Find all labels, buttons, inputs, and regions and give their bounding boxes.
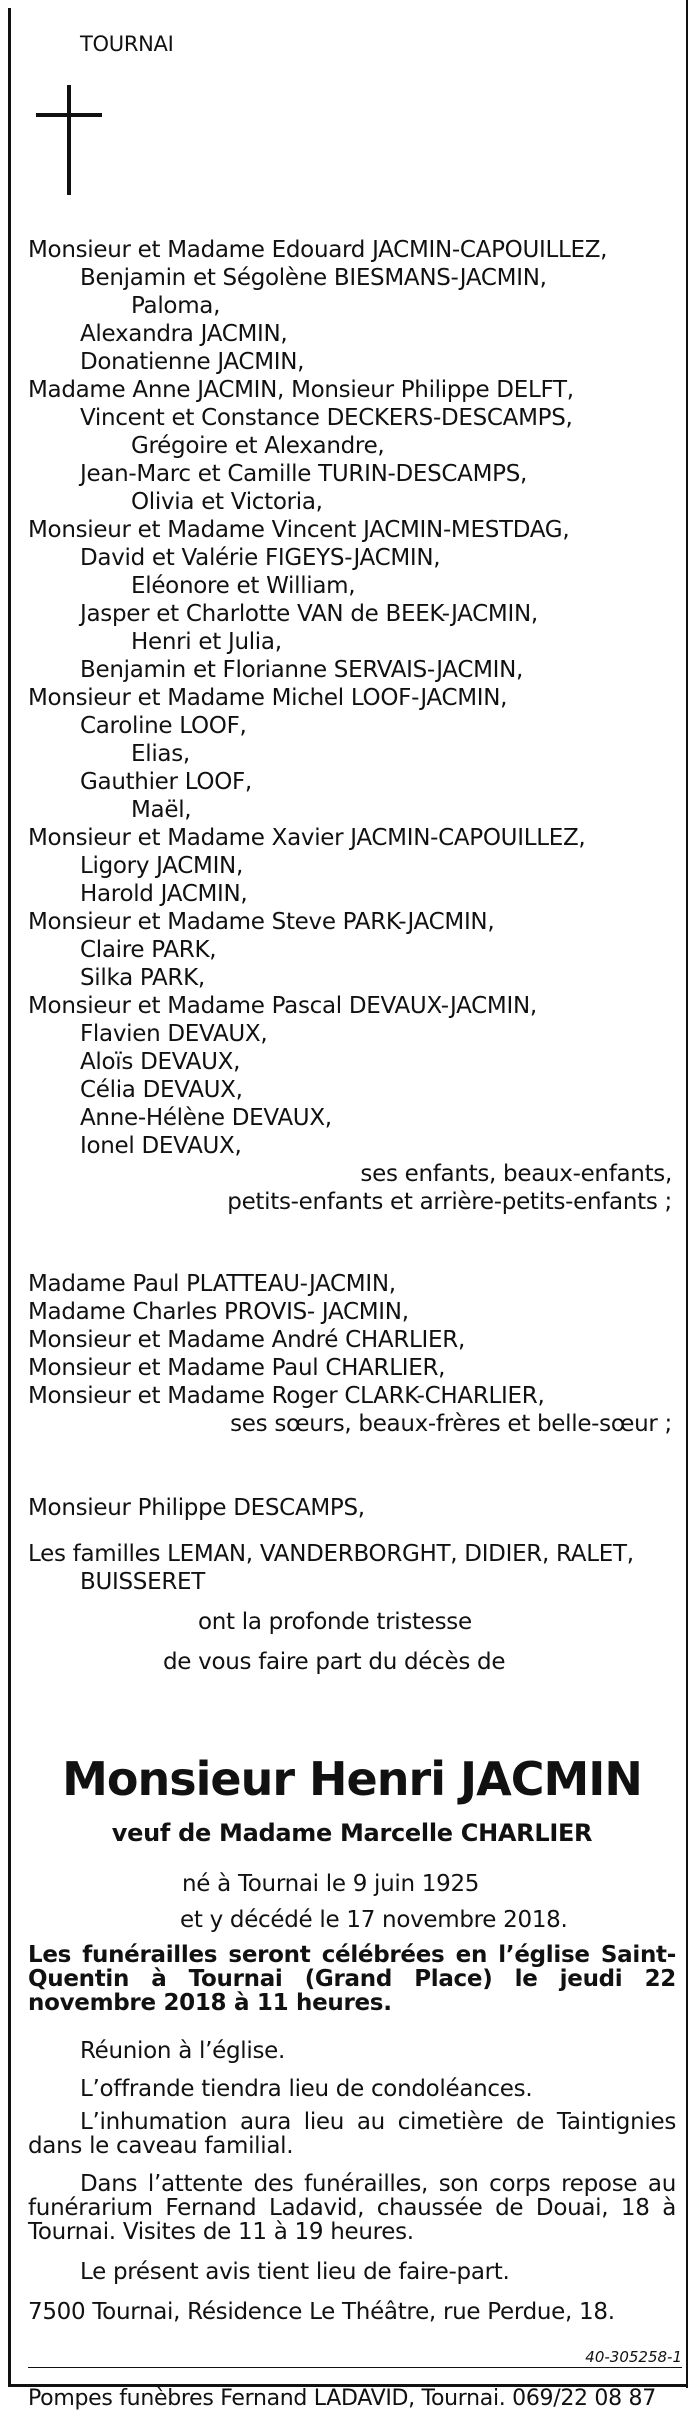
family-line: Ligory JACMIN, <box>80 853 243 879</box>
notice-line: Le présent avis tient lieu de faire-part. <box>80 2259 510 2285</box>
family-line: Monsieur et Madame Edouard JACMIN-CAPOUILLEZ, <box>28 237 608 263</box>
death-line: et y décédé le 17 novembre 2018. <box>180 1907 568 1933</box>
family-line: Monsieur et Madame Steve PARK-JACMIN, <box>28 909 495 935</box>
family-line: Monsieur et Madame Pascal DEVAUX-JACMIN, <box>28 993 537 1019</box>
birth-line: né à Tournai le 9 juin 1925 <box>182 1871 480 1897</box>
family-line: Donatienne JACMIN, <box>80 349 305 375</box>
family-line: Caroline LOOF, <box>80 713 247 739</box>
family-line: Jean-Marc et Camille TURIN-DESCAMPS, <box>80 461 528 487</box>
left-border <box>8 8 11 2386</box>
family-line: Elias, <box>131 741 190 767</box>
family-line: Olivia et Victoria, <box>131 489 323 515</box>
address-line: 7500 Tournai, Résidence Le Théâtre, rue Perdue, 18. <box>28 2299 615 2325</box>
family-line: Harold JACMIN, <box>80 881 248 907</box>
family-line: Madame Charles PROVIS- JACMIN, <box>28 1299 409 1325</box>
family-line: Gauthier LOOF, <box>80 769 252 795</box>
reference-number: 40-305258-1 <box>585 2348 682 2366</box>
city-header: TOURNAI <box>80 32 174 56</box>
relation-text: ses enfants, beaux-enfants, <box>360 1161 672 1187</box>
deceased-name: Monsieur Henri JACMIN <box>62 1752 642 1806</box>
family-line: Monsieur et Madame Paul CHARLIER, <box>28 1355 446 1381</box>
family-line: Maël, <box>131 797 192 823</box>
divider <box>28 2367 682 2368</box>
family-line: Monsieur et Madame Vincent JACMIN-MESTDAG, <box>28 517 570 543</box>
family-line: Monsieur Philippe DESCAMPS, <box>28 1495 365 1521</box>
family-line: Ionel DEVAUX, <box>80 1133 242 1159</box>
family-line: Vincent et Constance DECKERS-DESCAMPS, <box>80 405 573 431</box>
announcement-line: de vous faire part du décès de <box>163 1649 506 1675</box>
family-line: Paloma, <box>131 293 221 319</box>
announcement-line: ont la profonde tristesse <box>198 1609 472 1635</box>
funeral-home-footer: Pompes funèbres Fernand LADAVID, Tournai. 069/22 08 87 <box>28 2386 656 2411</box>
family-line: Anne-Hélène DEVAUX, <box>80 1105 332 1131</box>
family-line: Madame Paul PLATTEAU-JACMIN, <box>28 1271 396 1297</box>
family-line: Flavien DEVAUX, <box>80 1021 268 1047</box>
family-line: Eléonore et William, <box>131 573 356 599</box>
family-line: Monsieur et Madame Roger CLARK-CHARLIER, <box>28 1383 545 1409</box>
family-line: BUISSERET <box>80 1569 205 1595</box>
family-line: David et Valérie FIGEYS-JACMIN, <box>80 545 441 571</box>
family-line: Célia DEVAUX, <box>80 1077 243 1103</box>
family-line: Silka PARK, <box>80 965 205 991</box>
family-line: Monsieur et Madame Xavier JACMIN-CAPOUILLEZ, <box>28 825 586 851</box>
family-line: Benjamin et Ségolène BIESMANS-JACMIN, <box>80 265 547 291</box>
relation-text: petits-enfants et arrière-petits-enfants ; <box>227 1189 672 1215</box>
funeral-details: Les funérailles seront célébrées en l’église Saint-Quentin à Tournai (Grand Place) le jeudi 22 novembre 2018 à 11 heures. <box>28 1942 676 2016</box>
right-border <box>686 0 688 2388</box>
family-line: Monsieur et Madame André CHARLIER, <box>28 1327 465 1353</box>
family-line: Jasper et Charlotte VAN de BEEK-JACMIN, <box>80 601 538 627</box>
family-line: Benjamin et Florianne SERVAIS-JACMIN, <box>80 657 524 683</box>
family-line: Grégoire et Alexandre, <box>131 433 385 459</box>
family-line: Monsieur et Madame Michel LOOF-JACMIN, <box>28 685 508 711</box>
family-line: Claire PARK, <box>80 937 217 963</box>
burial-details: L’inhumation aura lieu au cimetière de Taintignies dans le caveau familial. <box>28 2109 676 2159</box>
viewing-details: Dans l’attente des funérailles, son corps repose au funérarium Fernand Ladavid, chaussée de Douai, 18 à Tournai. Visites de 11 à 19 heures. <box>28 2171 676 2245</box>
offering-line: L’offrande tiendra lieu de condoléances. <box>80 2076 533 2102</box>
reunion-line: Réunion à l’église. <box>80 2038 285 2064</box>
family-line: Les familles LEMAN, VANDERBORGHT, DIDIER, RALET, <box>28 1541 634 1567</box>
widow-of: veuf de Madame Marcelle CHARLIER <box>111 1819 593 1847</box>
family-line: Madame Anne JACMIN, Monsieur Philippe DELFT, <box>28 377 574 403</box>
family-line: Henri et Julia, <box>131 629 282 655</box>
family-line: Alexandra JACMIN, <box>80 321 288 347</box>
relation-text: ses sœurs, beaux-frères et belle-sœur ; <box>230 1411 672 1437</box>
family-line: Aloïs DEVAUX, <box>80 1049 241 1075</box>
